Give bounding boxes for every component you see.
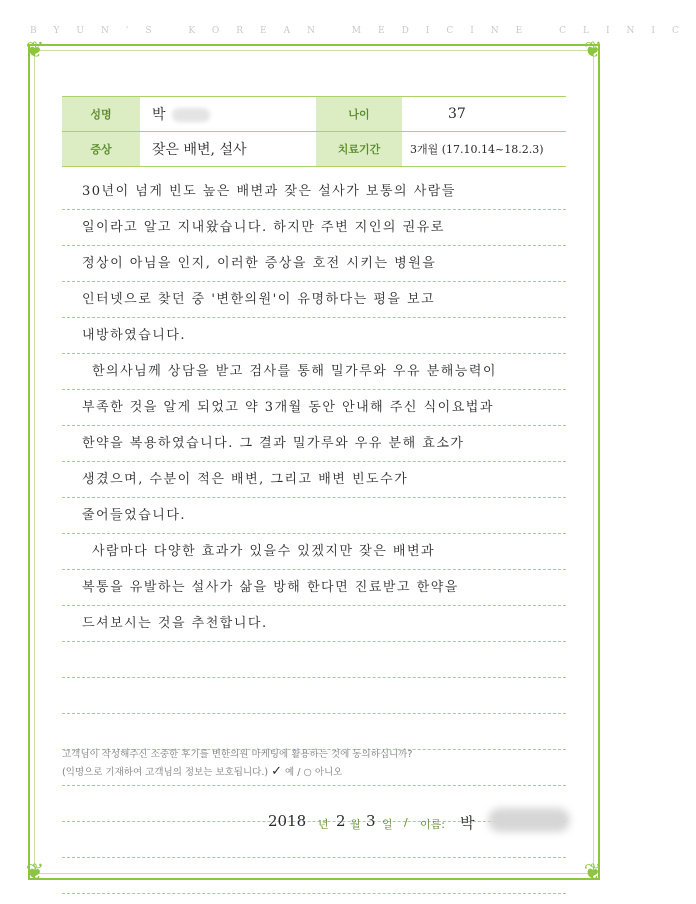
consent-no-label: 아니오 xyxy=(314,767,343,778)
review-text-line: 한의사님께 상담을 받고 검사를 통해 밀가루와 우유 분해능력이 xyxy=(92,364,497,379)
ruled-line xyxy=(62,317,566,318)
ruled-line xyxy=(62,857,566,858)
name-label: 성명 xyxy=(62,97,140,132)
review-text-line: 내방하였습니다. xyxy=(82,328,187,343)
clinic-watermark: BYUN'S KOREAN MEDICINE CLINIC xyxy=(30,26,696,36)
review-text-line: 정상이 아님을 인지, 이러한 증상을 호전 시키는 병원을 xyxy=(82,256,437,271)
consent-question: 고객님이 작성해주신 소중한 후기를 변한의원 마케팅에 활용하는 것에 동의하십니까? xyxy=(62,749,413,760)
ruled-line xyxy=(62,785,566,786)
ruled-line xyxy=(62,569,566,570)
signature-year: 2018 xyxy=(268,812,307,830)
ruled-line xyxy=(62,893,566,894)
ruled-line xyxy=(62,389,566,390)
signature-name-label: 이름: xyxy=(420,818,445,831)
patient-info-row xyxy=(62,97,566,132)
ruled-line xyxy=(62,713,566,714)
symptom-label: 증상 xyxy=(62,132,140,167)
ruled-line xyxy=(62,605,566,606)
signature-month-unit: 월 xyxy=(350,818,361,831)
ruled-line xyxy=(62,677,566,678)
review-text-line: 부족한 것을 알게 되었고 약 3개월 동안 안내해 주신 식이요법과 xyxy=(82,400,494,415)
review-text-line: 인터넷으로 찾던 중 '변한의원'이 유명하다는 평을 보고 xyxy=(82,292,436,307)
review-text-line: 한약을 복용하였습니다. 그 결과 밀가루와 우유 분해 효소가 xyxy=(82,436,465,451)
name-value-text: 박 xyxy=(152,107,166,123)
corner-ornament-icon: ❦ xyxy=(583,38,603,63)
ruled-line xyxy=(62,533,566,534)
name-value xyxy=(140,97,316,132)
corner-ornament-icon: ❦ xyxy=(25,38,45,63)
circle-option-icon[interactable]: ○ xyxy=(303,767,312,778)
review-text-line: 30년이 넘게 빈도 높은 배변과 잦은 설사가 보통의 사람들 xyxy=(82,184,456,199)
review-text-line: 복통을 유발하는 설사가 삶을 방해 한다면 진료받고 한약을 xyxy=(82,580,459,595)
patient-info-table xyxy=(62,96,566,167)
review-text-line: 줄어들었습니다. xyxy=(82,508,187,523)
signature-redaction xyxy=(488,808,570,832)
ruled-line xyxy=(62,209,566,210)
ruled-line xyxy=(62,245,566,246)
ruled-line xyxy=(62,425,566,426)
age-label: 나이 xyxy=(316,97,402,132)
consent-separator: / xyxy=(297,767,301,778)
checkmark-icon[interactable]: ✓ xyxy=(271,764,282,779)
patient-info-row xyxy=(62,132,566,167)
treatment-period-value: 3개월 (17.10.14~18.2.3) xyxy=(402,132,566,167)
corner-ornament-icon: ❦ xyxy=(25,860,45,885)
ruled-line xyxy=(62,497,566,498)
age-value: 37 xyxy=(402,97,566,132)
consent-note: (익명으로 기재하여 고객님의 정보는 보호됩니다.) xyxy=(62,767,269,778)
review-text-line: 드셔보시는 것을 추천합니다. xyxy=(82,616,268,631)
ruled-line xyxy=(62,641,566,642)
signature-day-unit: 일 xyxy=(382,818,393,831)
ruled-line xyxy=(62,353,566,354)
signature-day: 3 xyxy=(366,812,376,830)
corner-ornament-icon: ❦ xyxy=(583,860,603,885)
signature-name-value: 박 xyxy=(460,814,475,832)
symptom-value: 잦은 배변, 설사 xyxy=(140,132,316,167)
review-text-line: 일이라고 알고 지내왔습니다. 하지만 주변 지인의 권유로 xyxy=(82,220,445,235)
review-text-line: 사람마다 다양한 효과가 있을수 있겠지만 잦은 배변과 xyxy=(92,544,436,559)
review-text-line: 생겼으며, 수분이 적은 배변, 그리고 배변 빈도수가 xyxy=(82,472,409,487)
signature-month: 2 xyxy=(336,812,346,830)
ruled-line xyxy=(62,281,566,282)
signature-separator: / xyxy=(404,816,408,829)
name-redaction xyxy=(172,108,210,122)
consent-options xyxy=(62,764,342,779)
treatment-period-label: 치료기간 xyxy=(316,132,402,167)
consent-yes-label: 예 xyxy=(285,767,295,778)
ruled-line xyxy=(62,461,566,462)
signature-year-unit: 년 xyxy=(318,818,329,831)
